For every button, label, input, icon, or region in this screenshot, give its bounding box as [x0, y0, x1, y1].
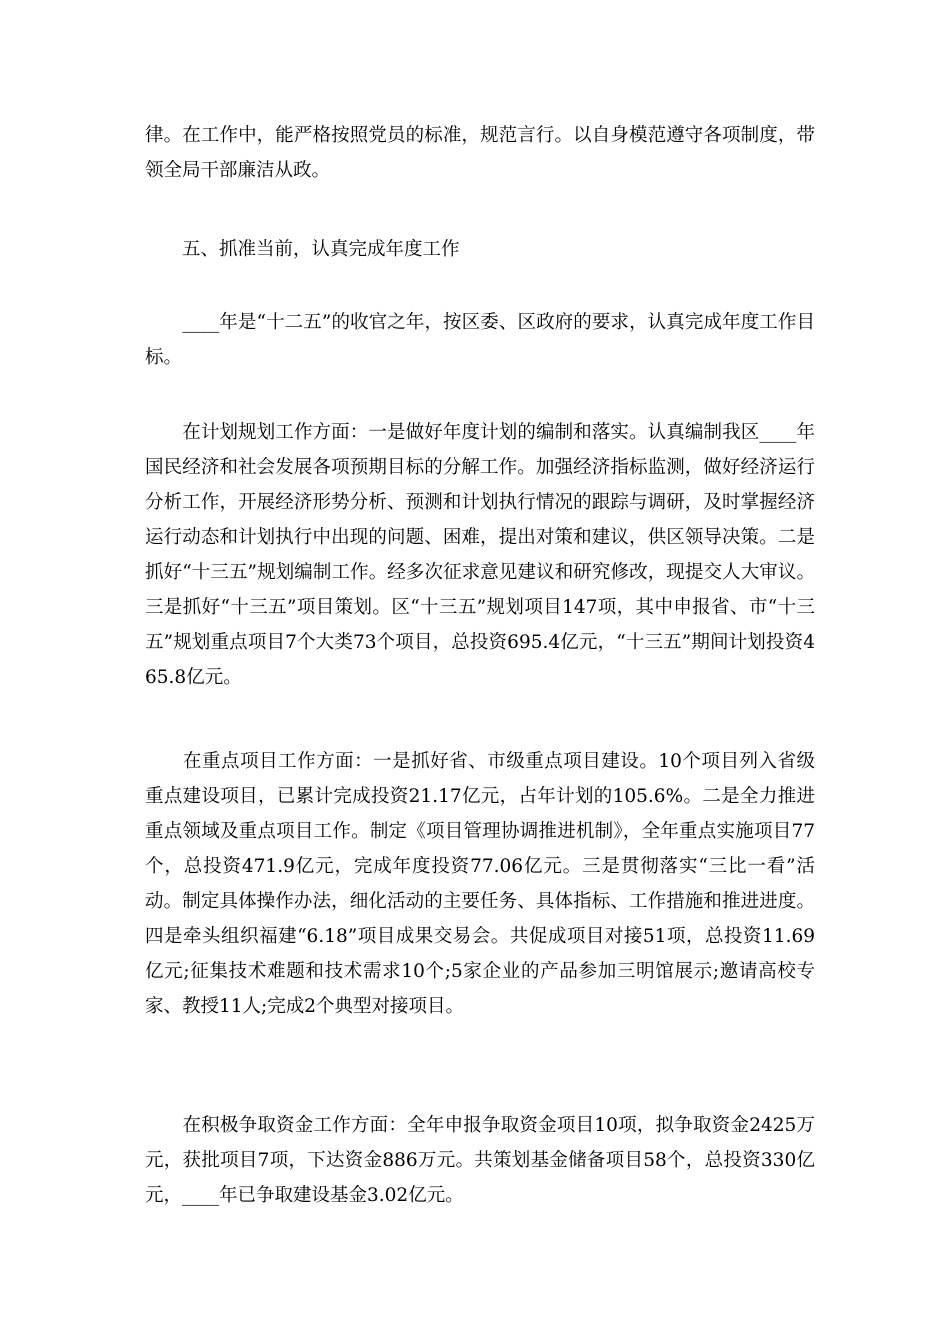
paragraph-annual-goal: ____年是“十二五”的收官之年，按区委、区政府的要求，认真完成年度工作目标。 [145, 312, 815, 368]
paragraph-key-projects: 在重点项目工作方面：一是抓好省、市级重点项目建设。10个项目列入省级重点建设项目，已累计完成投资21.17亿元，占年计划的105.6%。二是全力推进重点领域及重点项目工作。制定《项目管理协调推进机制》，全年重点实施项目77个，总投资471.9亿元，完成年度投资77.06亿元。三是贯彻落实“三比一看”活动。制定具体操作办法，细化活动的主要任务、具体指标、工作措施和推进进度。四是牵头组织福建“6.18”项目成果交易会。共促成项目对接51项，总投资11.69亿元;征集技术难题和技术需求10个;5家企业的产品参加三明馆展示;邀请高校专家、教授11人;完成2个典型对接项目。 [145, 751, 815, 1017]
section-heading: 五、抓准当前，认真完成年度工作 [145, 239, 460, 260]
paragraph-planning-work: 在计划规划工作方面：一是做好年度计划的编制和落实。认真编制我区____年国民经济和社会发展各项预期目标的分解工作。加强经济指标监测，做好经济运行分析工作，开展经济形势分析、预测和计划执行情况的跟踪与调研，及时掌握经济运行动态和计划执行中出现的问题、困难，提出对策和建议，供区领导决策。二是抓好“十三五”规划编制工作。经多次征求意见建议和研究修改，现提交人大审议。三是抓好“十三五”项目策划。区“十三五”规划项目147项，其中申报省、市“十三五”规划重点项目7个大类73个项目，总投资695.4亿元，“十三五”期间计划投资465.8亿元。 [145, 422, 815, 688]
paragraph-continuation: 律。在工作中，能严格按照党员的标准，规范言行。以自身模范遵守各项制度，带领全局干部廉洁从政。 [145, 125, 815, 181]
paragraph-funding-work: 在积极争取资金工作方面：全年申报争取资金项目10项，拟争取资金2425万元，获批项目7项，下达资金886万元。共策划基金储备项目58个，总投资330亿元，____年已争取建设基金3.02亿元。 [145, 1115, 815, 1206]
